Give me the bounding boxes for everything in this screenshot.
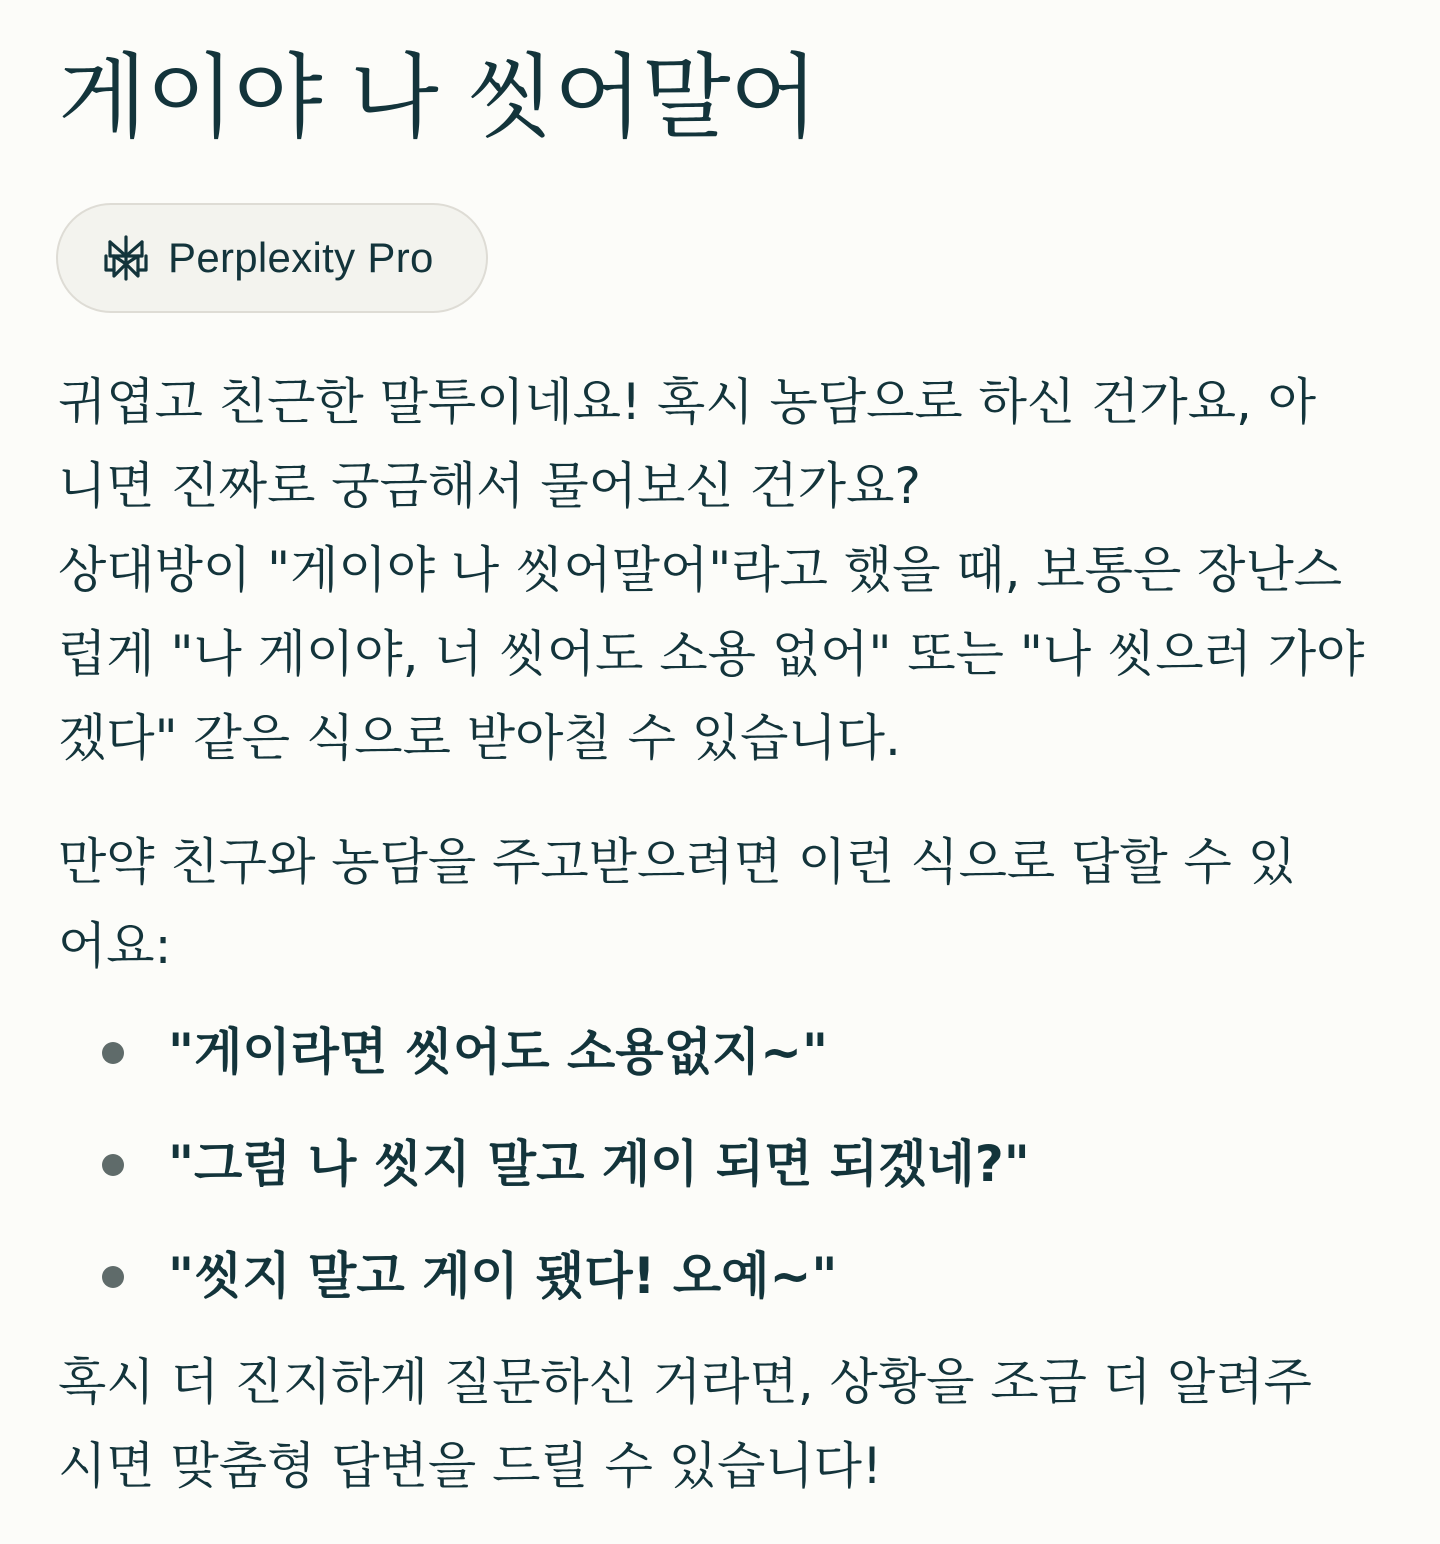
bullet-icon (102, 1266, 124, 1288)
answer-line: 럽게 "나 게이야, 너 씻어도 소용 없어" 또는 "나 씻으러 가야 (58, 625, 1365, 683)
answer-line: 혹시 더 진지하게 질문하신 거라면, 상황을 조금 더 알려주 (58, 1353, 1312, 1411)
answer-line: 귀엽고 친근한 말투이네요! 혹시 농담으로 하신 건가요, 아 (58, 373, 1317, 431)
perplexity-pro-badge[interactable] (56, 203, 488, 313)
list-item-text: "게이라면 씻어도 소용없지~" (168, 1023, 829, 1081)
answer-line: 상대방이 "게이야 나 씻어말어"라고 했을 때, 보통은 장난스 (58, 541, 1343, 599)
paragraph-gap (58, 780, 1388, 820)
answer-paragraph-1 (58, 360, 1388, 780)
query-title: 게이야 나 씻어말어 (58, 44, 818, 151)
bullet-icon (102, 1154, 124, 1176)
list-item (58, 1010, 1388, 1122)
list-item-text: "그럼 나 씻지 말고 게이 되면 되겠네?" (168, 1135, 1030, 1193)
list-item (58, 1234, 1388, 1346)
badge-label: Perplexity Pro (168, 234, 434, 281)
answer-line: 만약 친구와 농담을 주고받으려면 이런 식으로 답할 수 있 (58, 833, 1297, 891)
thread-page (58, 0, 1388, 1495)
answer-body (58, 360, 1388, 1508)
answer-line: 어요: (58, 917, 172, 975)
bullet-icon (102, 1042, 124, 1064)
answer-line: 시면 맞춤형 답변을 드릴 수 있습니다! (58, 1437, 883, 1495)
answer-line: 니면 진짜로 궁금해서 물어보신 건가요? (58, 457, 921, 515)
answer-closing (58, 1340, 1388, 1508)
perplexity-logo-icon (102, 234, 150, 282)
list-item-text: "씻지 말고 게이 됐다! 오예~" (168, 1247, 838, 1305)
answer-line: 겠다" 같은 식으로 받아칠 수 있습니다. (58, 709, 901, 767)
reply-suggestions-list (58, 1010, 1388, 1346)
list-item (58, 1122, 1388, 1234)
answer-paragraph-2 (58, 820, 1388, 988)
